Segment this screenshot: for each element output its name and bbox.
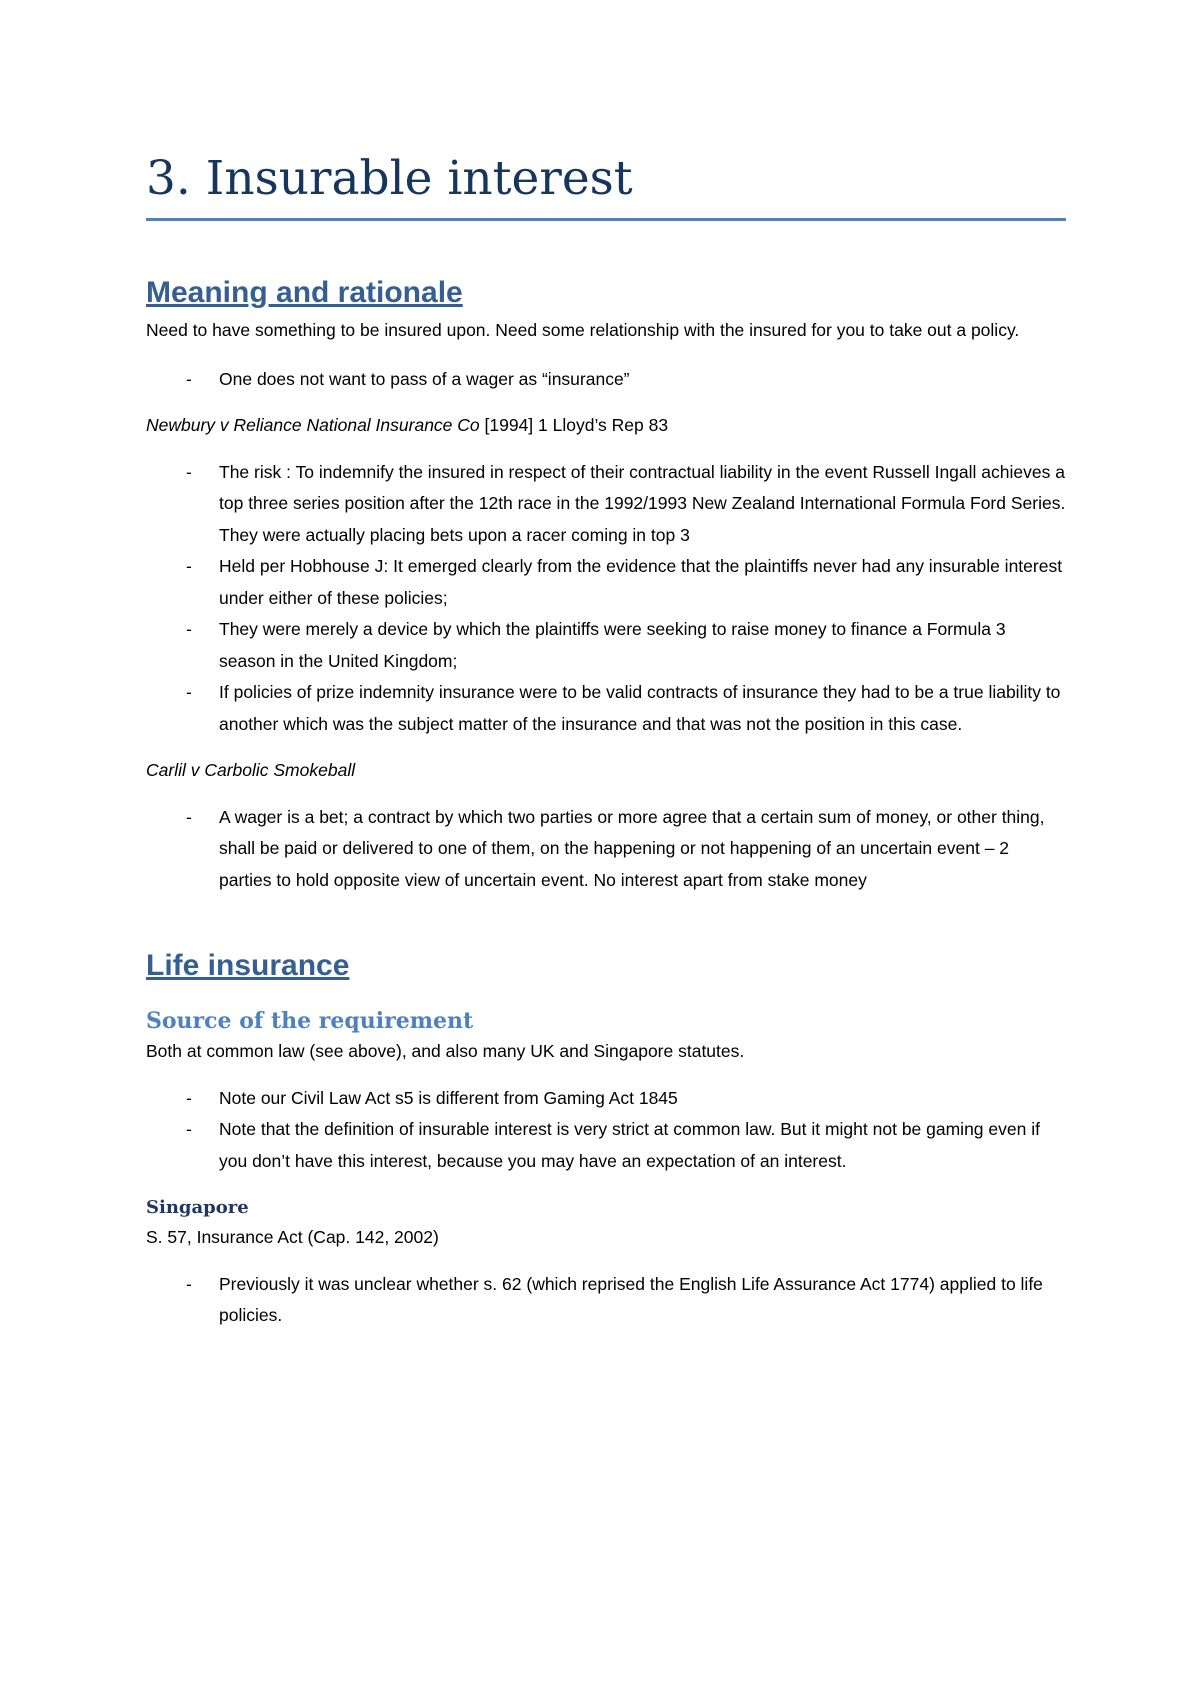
dash-bullet-icon: - bbox=[186, 806, 192, 827]
case-name: Newbury v Reliance National Insurance Co bbox=[146, 415, 480, 435]
dash-bullet-icon: - bbox=[186, 1119, 192, 1139]
list-item: - Note our Civil Law Act s5 is different from Gaming Act 1845 bbox=[146, 1083, 1066, 1115]
case-name: Carlil v Carbolic Smokeball bbox=[146, 760, 356, 780]
case-citation bbox=[146, 755, 1066, 787]
list-item: - The risk : To indemnify the insured in respect of their contractual liability in the event Russell Ingall achieves a top three series position after the 12th race in the 1992/1993 New Zealand International Formula Ford Series. They were actually placing bets upon a racer coming in top 3 bbox=[146, 457, 1066, 552]
dash-bullet-icon: - bbox=[186, 1273, 192, 1294]
subheading-singapore: Singapore bbox=[146, 1197, 249, 1218]
list-item: - One does not want to pass of a wager as “insurance” bbox=[146, 364, 1066, 396]
bullet-list bbox=[146, 1083, 1066, 1178]
heading-life-insurance: Life insurance bbox=[146, 949, 350, 982]
list-item: - Note that the definition of insurable interest is very strict at common law. But it might not be gaming even if you don’t have this interest, because you may have an expectation of an interest. bbox=[146, 1114, 1066, 1177]
bullet-list bbox=[146, 457, 1066, 741]
dash-bullet-icon: - bbox=[186, 461, 192, 482]
dash-bullet-icon: - bbox=[186, 619, 192, 639]
list-item: - Held per Hobhouse J: It emerged clearly from the evidence that the plaintiffs never had any insurable interest under either of these policies; bbox=[146, 551, 1066, 614]
dash-bullet-icon: - bbox=[186, 682, 192, 702]
list-item: - If policies of prize indemnity insurance were to be valid contracts of insurance they had to be a true liability to another which was the subject matter of the insurance and that was not the position in this case. bbox=[146, 677, 1066, 740]
bullet-list bbox=[146, 364, 1066, 396]
list-item: - A wager is a bet; a contract by which two parties or more agree that a certain sum of money, or other thing, shall be paid or delivered to one of them, on the happening or not happening of an uncertain event – 2 parties to hold opposite view of uncertain event. No interest apart from stake money bbox=[146, 802, 1066, 897]
bullet-list bbox=[146, 802, 1066, 897]
page-title: 3. Insurable interest bbox=[146, 150, 1066, 221]
dash-bullet-icon: - bbox=[186, 1087, 192, 1108]
paragraph-source-intro: Both at common law (see above), and also many UK and Singapore statutes. bbox=[146, 1041, 745, 1061]
case-citation bbox=[146, 410, 1066, 442]
document-page bbox=[146, 150, 1066, 1332]
paragraph-singapore-ref: S. 57, Insurance Act (Cap. 142, 2002) bbox=[146, 1227, 439, 1247]
case-reference: [1994] 1 Lloyd’s Rep 83 bbox=[479, 415, 669, 435]
heading-meaning-and-rationale: Meaning and rationale bbox=[146, 276, 463, 309]
dash-bullet-icon: - bbox=[186, 556, 192, 576]
bullet-list bbox=[146, 1269, 1066, 1332]
subheading-source-of-requirement: Source of the requirement bbox=[146, 1008, 474, 1034]
list-item: - They were merely a device by which the plaintiffs were seeking to raise money to finance a Formula 3 season in the United Kingdom; bbox=[146, 614, 1066, 677]
list-item: - Previously it was unclear whether s. 62 (which reprised the English Life Assurance Act 1774) applied to life policies. bbox=[146, 1269, 1066, 1332]
dash-bullet-icon: - bbox=[186, 368, 192, 389]
paragraph-intro: Need to have something to be insured upon. Need some relationship with the insured for you to take out a policy. bbox=[146, 320, 1020, 340]
